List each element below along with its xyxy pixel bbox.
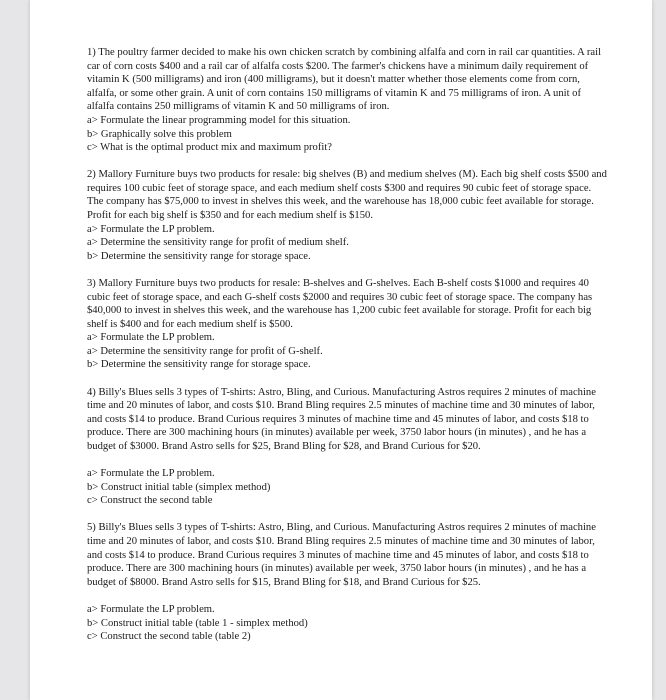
problem-3-part-2: a> Determine the sensitivity range for profit of G-shelf. <box>87 345 323 357</box>
problem-2 <box>87 168 607 263</box>
problem-3-part-3: b> Determine the sensitivity range for storage space. <box>87 359 311 371</box>
problem-1-part-c: c> What is the optimal product mix and maximum profit? <box>87 142 332 154</box>
problem-1 <box>87 46 607 155</box>
problem-2-part-2: a> Determine the sensitivity range for profit of medium shelf. <box>87 237 349 249</box>
problem-5-part-a: a> Formulate the LP problem. <box>87 603 215 615</box>
problem-5-part-c: c> Construct the second table (table 2) <box>87 631 251 643</box>
problem-4-text: 4) Billy's Blues sells 3 types of T-shirts: Astro, Bling, and Curious. Manufacturing Astros requires 2 minutes of machine time and 20 minutes of labor, and costs $10. Brand Bling requires 2.5 minutes of machine time and 30 minutes of labor, and costs $14 to produce. Brand Curious requires 3 minutes of machine time and 45 minutes of labor, and costs $18 to produce. There are 300 machining hours (in minutes) available per week, 3750 labor hours (in minutes) , and he has a budget of $3000. Brand Astro sells for $25, Brand Bling for $28, and Brand Curious for $20. <box>87 386 596 452</box>
problem-1-text: 1) The poultry farmer decided to make his own chicken scratch by combining alfalfa and corn in rail car quantities. A rail car of corn costs $400 and a rail car of alfalfa costs $200. The farmer's chickens have a minimum daily requirement of vitamin K (500 milligrams) and iron (400 milligrams), but it doesn't matter whether those elements come from corn, alfalfa, or some other grain. A unit of corn contains 150 milligrams of vitamin K and 75 milligrams of iron. A unit of alfalfa contains 250 milligrams of vitamin K and 50 milligrams of iron. <box>87 47 602 113</box>
problem-5-part-b: b> Construct initial table (table 1 - simplex method) <box>87 617 308 629</box>
problem-2-part-3: b> Determine the sensitivity range for storage space. <box>87 250 311 262</box>
problem-5 <box>87 521 607 643</box>
problem-4-part-a: a> Formulate the LP problem. <box>87 468 215 480</box>
problem-4-part-c: c> Construct the second table <box>87 495 213 507</box>
blank-line <box>87 454 607 468</box>
problem-3 <box>87 277 607 372</box>
blank-line <box>87 589 607 603</box>
problem-1-part-a: a> Formulate the linear programming model for this situation. <box>87 114 351 126</box>
problem-4-part-b: b> Construct initial table (simplex method) <box>87 481 271 493</box>
problem-1-part-b: b> Graphically solve this problem <box>87 128 232 140</box>
problem-3-text: 3) Mallory Furniture buys two products for resale: B-shelves and G-shelves. Each B-shelf costs $1000 and requires 40 cubic feet of storage space, and each G-shelf costs $2000 and requires 30 cubic feet of storage space. The company has $40,000 to invest in shelves this week, and the warehouse has 1,200 cubic feet available for storage. Profit for each big shelf is $400 and for each medium shelf is $500. <box>87 277 593 330</box>
problem-3-part-1: a> Formulate the LP problem. <box>87 332 215 344</box>
document-page <box>30 0 652 700</box>
problem-2-text: 2) Mallory Furniture buys two products for resale: big shelves (B) and medium shelves (M). Each big shelf costs $500 and requires 100 cubic feet of storage space, and each medium shelf costs $300 and requires 90 cubic feet of storage space. The company has $75,000 to invest in shelves this week, and the warehouse has 18,000 cubic feet available for storage. Profit for each big shelf is $350 and for each medium shelf is $150. <box>87 169 607 222</box>
problem-4 <box>87 386 607 508</box>
document-content <box>87 46 607 657</box>
problem-2-part-1: a> Formulate the LP problem. <box>87 223 215 235</box>
problem-5-text: 5) Billy's Blues sells 3 types of T-shirts: Astro, Bling, and Curious. Manufacturing Astros requires 2 minutes of machine time and 20 minutes of labor, and costs $10. Brand Bling requires 2.5 minutes of machine time and 30 minutes of labor, and costs $14 to produce. Brand Curious requires 3 minutes of machine time and 45 minutes of labor, and costs $18 to produce. There are 300 machining hours (in minutes) available per week, 3750 labor hours (in minutes) , and he has a budget of $8000. Brand Astro sells for $15, Brand Bling for $18, and Brand Curious for $25. <box>87 522 596 588</box>
